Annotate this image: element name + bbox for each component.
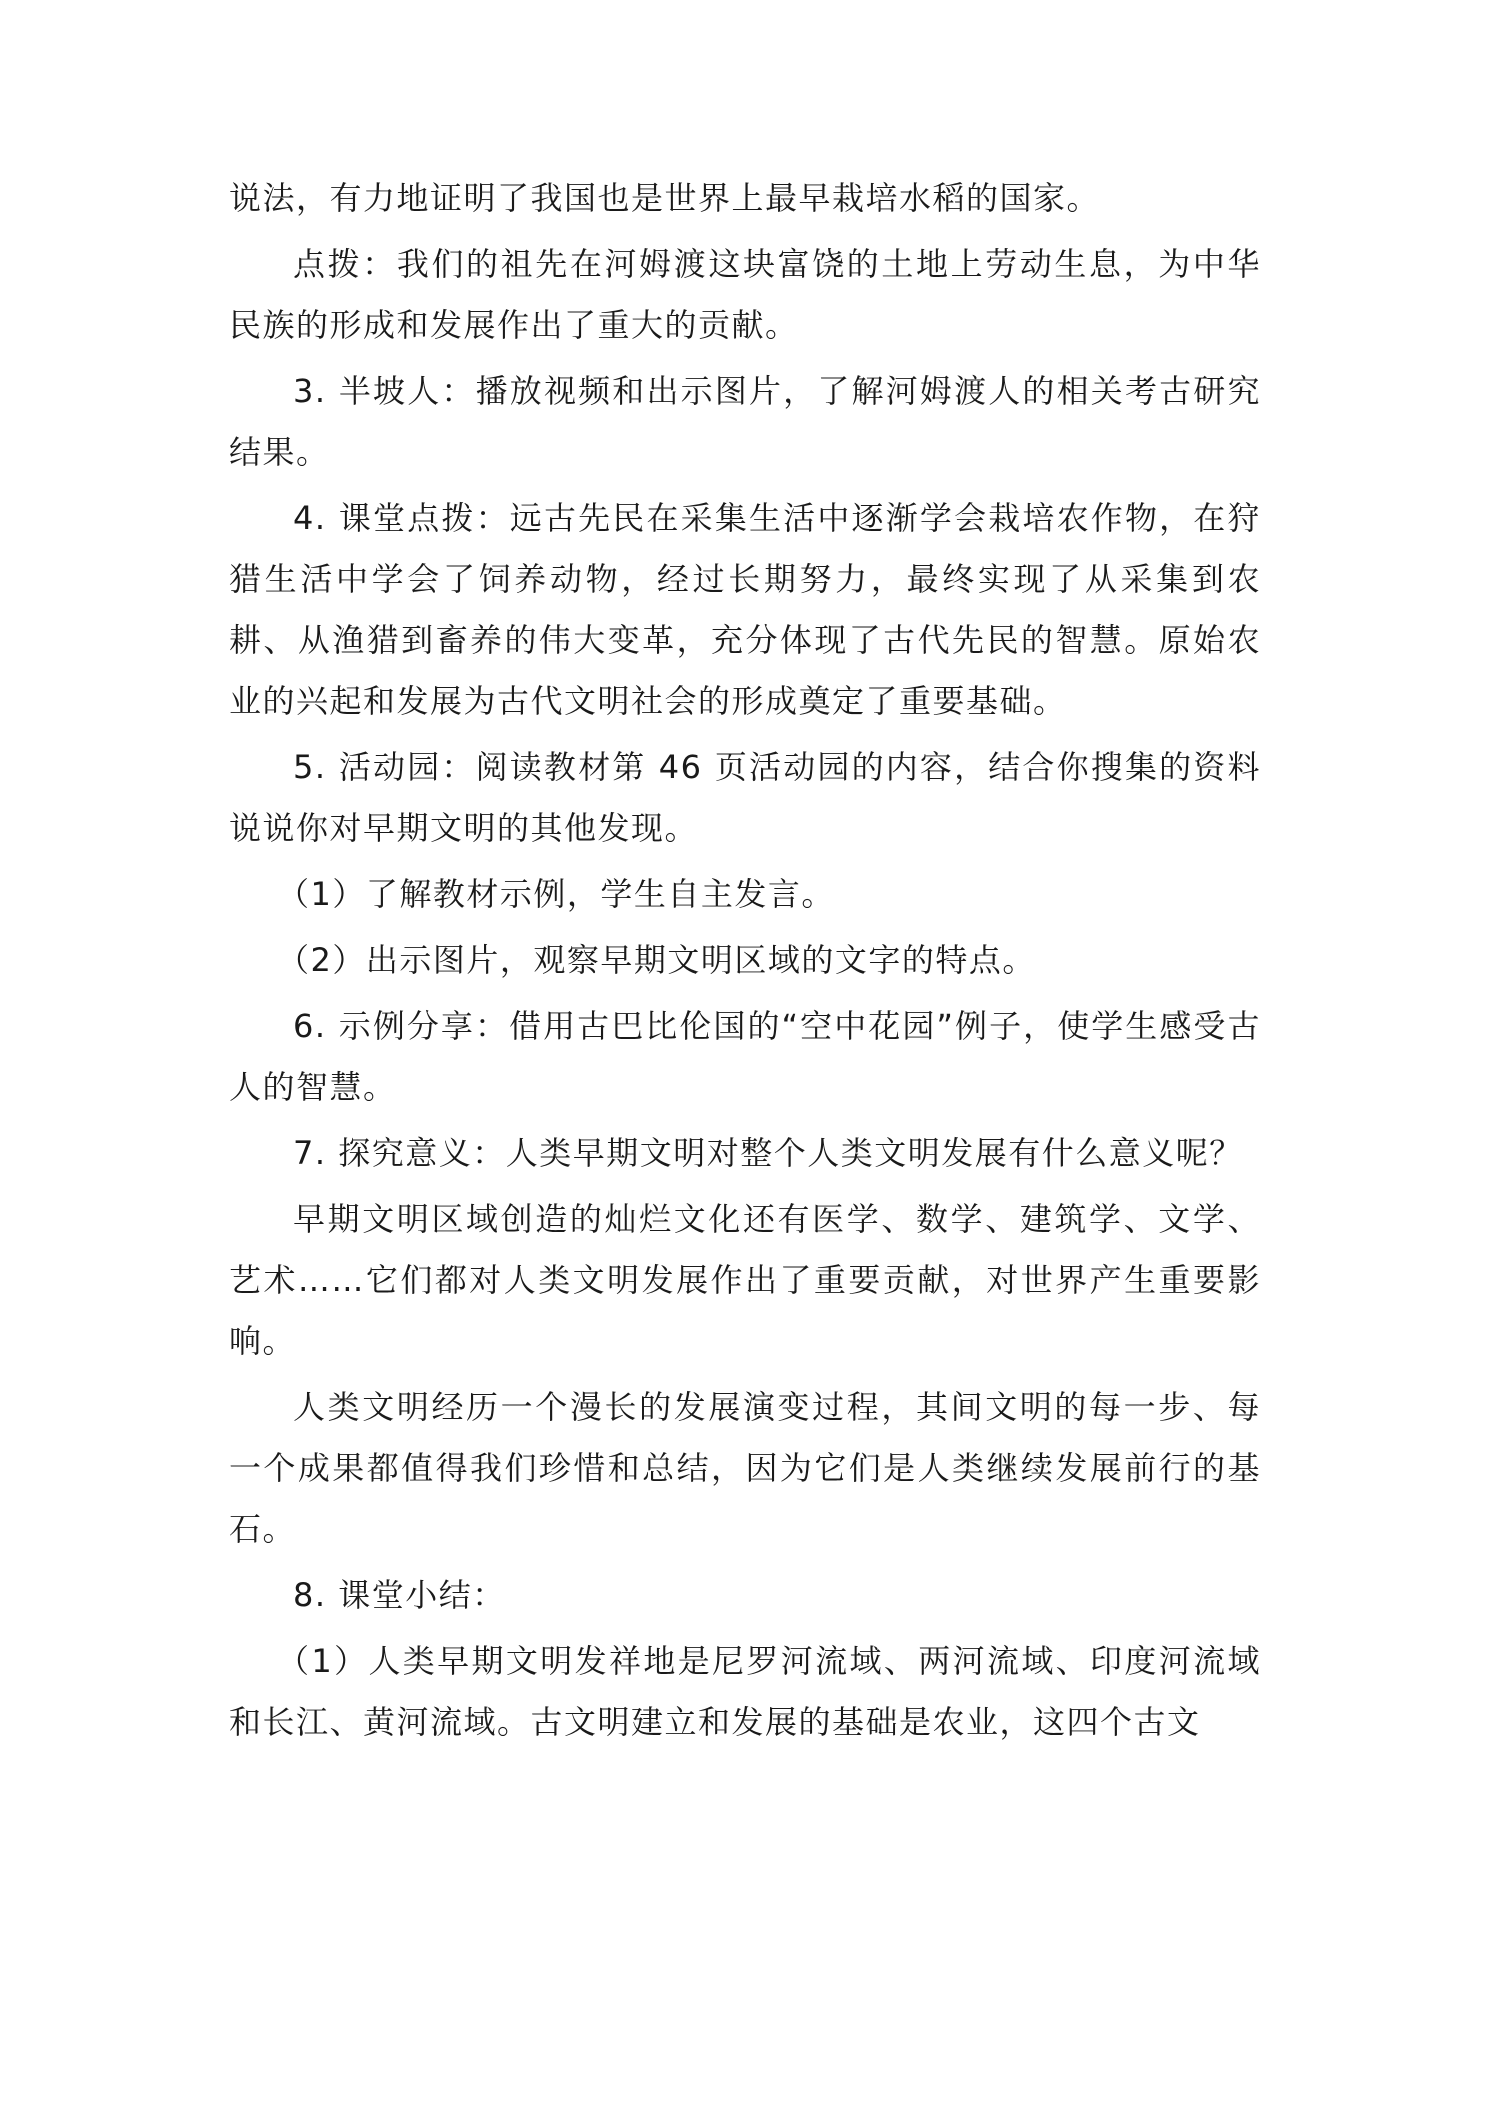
- paragraph-8: 6. 示例分享：借用古巴比伦国的“空中花园”例子，使学生感受古人的智慧。: [229, 1007, 1261, 1106]
- paragraph-11: 人类文明经历一个漫长的发展演变过程，其间文明的每一步、每一个成果都值得我们珍惜和总结，因为它们是人类继续发展前行的基石。: [229, 1388, 1261, 1548]
- paragraph-13: （1）人类早期文明发祥地是尼罗河流域、两河流域、印度河流域和长江、黄河流域。古文明建立和发展的基础是农业，这四个古文: [229, 1642, 1261, 1741]
- paragraph-4: 4. 课堂点拨：远古先民在采集生活中逐渐学会栽培农作物，在狩猎生活中学会了饲养动物，经过长期努力，最终实现了从采集到农耕、从渔猎到畜养的伟大变革，充分体现了古代先民的智慧。原始农业的兴起和发展为古代文明社会的形成奠定了重要基础。: [229, 499, 1261, 720]
- paragraph-2: 点拨：我们的祖先在河姆渡这块富饶的土地上劳动生息，为中华民族的形成和发展作出了重大的贡献。: [229, 245, 1261, 344]
- paragraph-7: （2）出示图片，观察早期文明区域的文字的特点。: [277, 941, 1036, 979]
- paragraph-6: （1）了解教材示例，学生自主发言。: [277, 875, 835, 913]
- paragraph-10: 早期文明区域创造的灿烂文化还有医学、数学、建筑学、文学、艺术……它们都对人类文明发展作出了重要贡献，对世界产生重要影响。: [229, 1200, 1261, 1360]
- paragraph-12: 8. 课堂小结：: [293, 1576, 506, 1614]
- paragraph-1: 说法，有力地证明了我国也是世界上最早栽培水稻的国家。: [229, 179, 1101, 217]
- paragraph-9: 7. 探究意义：人类早期文明对整个人类文明发展有什么意义呢？: [293, 1134, 1243, 1172]
- paragraph-5: 5. 活动园：阅读教材第 46 页活动园的内容，结合你搜集的资料说说你对早期文明的其他发现。: [229, 748, 1261, 847]
- document-body: [229, 168, 1261, 1758]
- paragraph-3: 3. 半坡人：播放视频和出示图片，了解河姆渡人的相关考古研究结果。: [229, 372, 1261, 471]
